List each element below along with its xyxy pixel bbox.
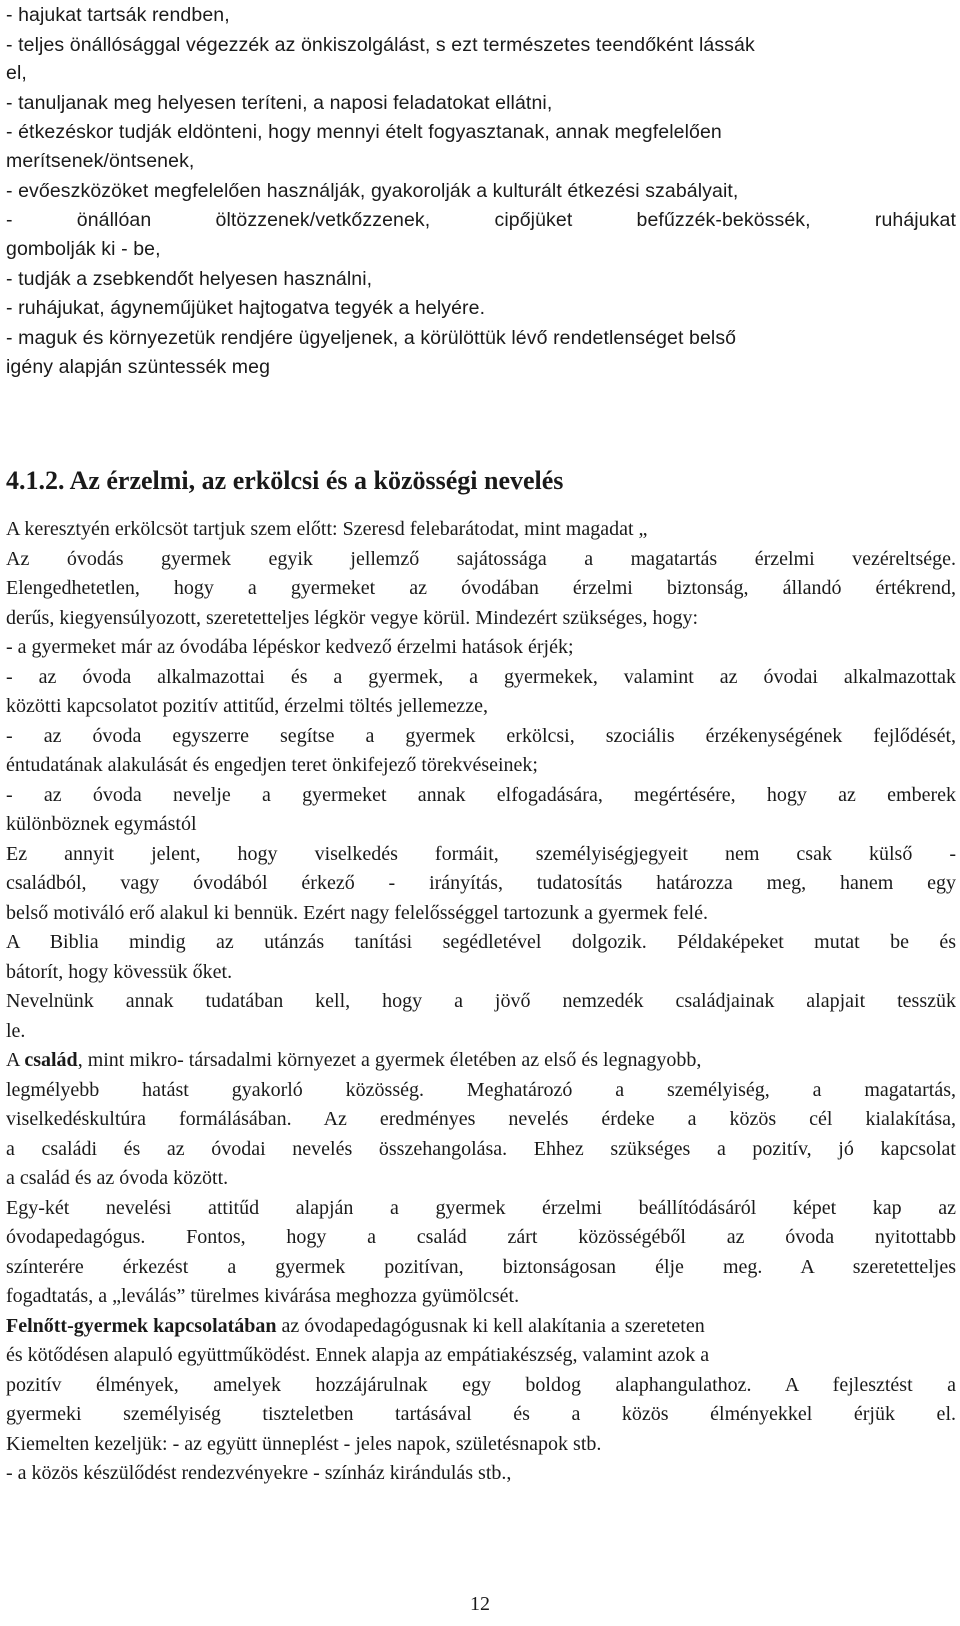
paragraph-line: színterére érkezést a gyermek pozitívan, biztonságosan élje meg. A szeretetteljes bbox=[6, 1256, 956, 1278]
paragraph-line: óvodapedagógus. Fontos, hogy a család zárt közösségéből az óvoda nyitottabb bbox=[6, 1226, 956, 1248]
paragraph-line: belső motiváló erő alakul ki bennük. Ezért nagy felelősséggel tartozunk a gyermek felé. bbox=[6, 902, 708, 924]
paragraph-line: Kiemelten kezeljük: - az együtt ünneplést - jeles napok, születésnapok stb. bbox=[6, 1433, 602, 1455]
paragraph-line: és kötődésen alapuló együttműködést. Ennek alapja az empátiakészség, valamint azok a bbox=[6, 1344, 710, 1366]
text-fragment: A bbox=[6, 1049, 25, 1071]
paragraph-line: éntudatának alakulását és engedjen teret önkifejező törekvéseinek; bbox=[6, 754, 538, 776]
paragraph-line: A Biblia mindig az utánzás tanítási segédletével dolgozik. Példaképeket mutat be és bbox=[6, 931, 956, 953]
list-item: - tudják a zsebkendőt helyesen használni, bbox=[6, 268, 373, 290]
paragraph-line bbox=[6, 1045, 956, 1075]
paragraph-line: - a közös készülődést rendezvényekre - színház kirándulás stb., bbox=[6, 1462, 512, 1484]
paragraph-line: családból, vagy óvodából érkező - irányítás, tudatosítás határozza meg, hanem egy bbox=[6, 872, 956, 894]
list-item: igény alapján szüntessék meg bbox=[6, 356, 271, 378]
paragraph-line: legmélyebb hatást gyakorló közösség. Meghatározó a személyiség, a magatartás, bbox=[6, 1079, 956, 1101]
section-heading: 4.1.2. Az érzelmi, az erkölcsi és a közösségi nevelés bbox=[6, 466, 564, 495]
paragraph-line: Az óvodás gyermek egyik jellemző sajátossága a magatartás érzelmi vezéreltsége. bbox=[6, 548, 956, 570]
list-item: - étkezéskor tudják eldönteni, hogy mennyi ételt fogyasztanak, annak megfelelően bbox=[6, 121, 722, 143]
bold-term: Felnőtt-gyermek kapcsolatában bbox=[6, 1315, 277, 1337]
paragraph-line: a család és az óvoda között. bbox=[6, 1167, 229, 1189]
paragraph-line: közötti kapcsolatot pozitív attitűd, érzelmi töltés jellemezze, bbox=[6, 695, 489, 717]
paragraph-line: - az óvoda egyszerre segítse a gyermek erkölcsi, szociális érzékenységének fejlődését, bbox=[6, 725, 956, 747]
paragraph-line: - a gyermeket már az óvodába lépéskor kedvező érzelmi hatások érjék; bbox=[6, 636, 574, 658]
paragraph-line: Ez annyit jelent, hogy viselkedés formáit, személyiségjegyeit nem csak külső - bbox=[6, 843, 956, 865]
paragraph-line: - az óvoda nevelje a gyermeket annak elfogadására, megértésére, hogy az emberek bbox=[6, 784, 956, 806]
text-fragment: , mint mikro- társadalmi környezet a gyermek életében az első és legnagyobb, bbox=[77, 1049, 702, 1071]
paragraph-line bbox=[6, 1311, 956, 1341]
paragraph-line: bátorít, hogy kövessük őket. bbox=[6, 961, 233, 983]
paragraph-line: gyermeki személyiség tiszteletben tartásával és a közös élményekkel érjük el. bbox=[6, 1403, 956, 1425]
list-item: - maguk és környezetük rendjére ügyeljenek, a körülöttük lévő rendetlenséget belső bbox=[6, 327, 737, 349]
paragraph-line: - az óvoda alkalmazottai és a gyermek, a gyermekek, valamint az óvodai alkalmazottak bbox=[6, 666, 956, 688]
paragraph-line: derűs, kiegyensúlyozott, szeretetteljes légkör vegye körül. Mindezért szükséges, hogy: bbox=[6, 607, 699, 629]
bold-term: család bbox=[24, 1049, 78, 1071]
paragraph-line: a családi és az óvodai nevelés összehangolása. Ehhez szükséges a pozitív, jó kapcsolat bbox=[6, 1138, 956, 1160]
paragraph-line: különböznek egymástól bbox=[6, 813, 197, 835]
list-item: - tanuljanak meg helyesen teríteni, a naposi feladatokat ellátni, bbox=[6, 92, 553, 114]
text-fragment: az óvodapedagógusnak ki kell alakítania a szereteten bbox=[276, 1315, 705, 1337]
paragraph-line: viselkedéskultúra formálásában. Az eredményes nevelés érdeke a közös cél kialakítása, bbox=[6, 1108, 956, 1130]
list-item: - teljes önállósággal végezzék az önkiszolgálást, s ezt természetes teendőként lássák bbox=[6, 34, 755, 56]
paragraph-line: Nevelnünk annak tudatában kell, hogy a jövő nemzedék családjainak alapjait tesszük bbox=[6, 990, 956, 1012]
paragraph-line: fogadtatás, a „leválás” türelmes kivárása meghozza gyümölcsét. bbox=[6, 1285, 520, 1307]
paragraph-line: A keresztyén erkölcsöt tartjuk szem előtt: Szeresd felebarátodat, mint magadat „ bbox=[6, 518, 648, 540]
paragraph-line: pozitív élmények, amelyek hozzájárulnak egy boldog alaphangulathoz. A fejlesztést a bbox=[6, 1374, 956, 1396]
list-item: - evőeszközöket megfelelően használják, gyakorolják a kulturált étkezési szabályait, bbox=[6, 180, 739, 202]
paragraph-line: le. bbox=[6, 1020, 26, 1042]
list-item: - ruhájukat, ágyneműjüket hajtogatva tegyék a helyére. bbox=[6, 297, 486, 319]
list-item: gombolják ki - be, bbox=[6, 238, 161, 260]
list-item: - önállóan öltözzenek/vetkőzzenek, cipőjüket befűzzék-bekössék, ruhájukat bbox=[6, 209, 956, 231]
list-item: merítsenek/öntsenek, bbox=[6, 150, 195, 172]
page-number: 12 bbox=[470, 1593, 490, 1615]
paragraph-line: Elengedhetetlen, hogy a gyermeket az óvodában érzelmi biztonság, állandó értékrend, bbox=[6, 577, 956, 599]
list-item: - hajukat tartsák rendben, bbox=[6, 4, 230, 26]
list-item: el, bbox=[6, 62, 27, 84]
paragraph-line: Egy-két nevelési attitűd alapján a gyermek érzelmi beállítódásáról képet kap az bbox=[6, 1197, 956, 1219]
